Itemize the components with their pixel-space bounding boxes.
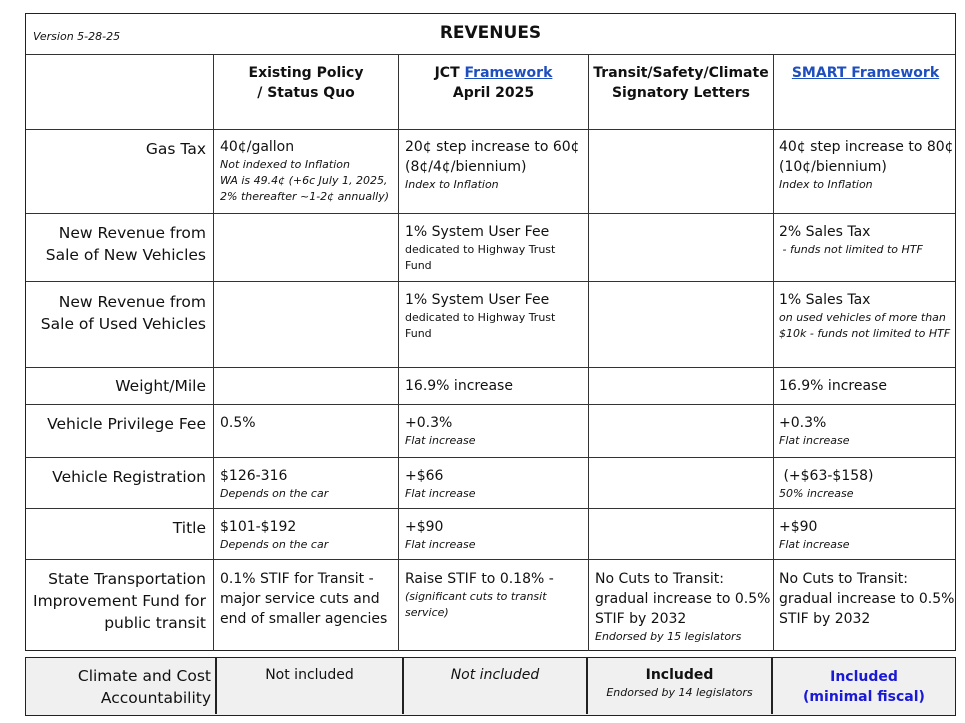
cell-note: Not indexed to Inflation	[220, 158, 350, 171]
cell-note: WA is 49.4¢ (+6c July 1, 2025,	[220, 174, 388, 187]
column-header-transit	[589, 63, 773, 103]
column-header-line: April 2025	[452, 85, 535, 101]
divider	[213, 54, 214, 651]
row-label-weight-mile: Weight/Mile	[115, 377, 206, 395]
divider	[26, 129, 955, 130]
cell-note: - funds not limited to HTF	[779, 243, 923, 256]
row-label-privilege-fee: Vehicle Privilege Fee	[47, 415, 206, 433]
gas-existing-cell	[220, 137, 389, 205]
cell-note: 50% increase	[779, 487, 854, 500]
cell-note: 2% thereafter ~1-2¢ annually)	[220, 190, 389, 203]
divider	[26, 559, 955, 560]
gas-jct-cell	[405, 137, 580, 193]
cell-value: No Cuts to Transit:	[779, 571, 908, 587]
newveh-jct-cell	[405, 222, 555, 274]
stif-transit-cell	[595, 569, 770, 645]
weight-jct-cell	[405, 376, 513, 396]
column-header-smart	[774, 63, 957, 83]
registration-smart-cell	[779, 466, 874, 502]
climate-jct-cell: Not included	[450, 667, 540, 683]
row-label-title: Title	[172, 519, 206, 537]
cell-value: gradual increase to 0.5%	[779, 591, 955, 607]
page-title: REVENUES	[439, 23, 542, 43]
row-label-line: Accountability	[100, 689, 211, 707]
cell-note: Depends on the car	[220, 538, 329, 551]
cell-value: 1% System User Fee	[405, 224, 550, 240]
column-header-line: / Status Quo	[257, 85, 355, 101]
cell-value: +$90	[779, 519, 818, 535]
cell-note: Depends on the car	[220, 487, 329, 500]
cell-value: No Cuts to Transit:	[595, 571, 724, 587]
divider	[26, 508, 955, 509]
gas-smart-cell	[779, 137, 954, 193]
cell-note: Index to Inflation	[405, 178, 499, 191]
cell-value: end of smaller agencies	[220, 611, 388, 627]
row-label-line: State Transportation	[48, 570, 206, 588]
revenues-table	[25, 13, 956, 651]
row-label-line: Sale of Used Vehicles	[40, 315, 206, 333]
column-header-line: Existing Policy	[248, 65, 364, 81]
stif-smart-cell	[779, 569, 954, 629]
registration-existing-cell	[220, 466, 328, 502]
cell-value: 0.5%	[220, 415, 256, 431]
cell-value: 20¢ step increase to 60¢	[405, 139, 580, 155]
cell-value: +$90	[405, 519, 444, 535]
cell-note: Flat increase	[779, 434, 850, 447]
title-smart-cell	[779, 517, 850, 553]
divider	[588, 54, 589, 651]
cell-value: 16.9% increase	[405, 378, 513, 394]
cell-value: Included	[645, 667, 714, 683]
divider	[26, 54, 955, 55]
cell-value: (8¢/4¢/biennium)	[405, 159, 527, 175]
cell-note: Fund	[405, 327, 432, 340]
cell-note: $10k - funds not limited to HTF	[779, 327, 951, 340]
cell-note: Index to Inflation	[779, 178, 873, 191]
cell-value: major service cuts and	[220, 591, 380, 607]
row-label-new-vehicles	[26, 222, 206, 266]
stif-jct-cell	[405, 569, 554, 621]
row-label-stif	[26, 568, 206, 634]
column-header-line: Signatory Letters	[611, 85, 751, 101]
cell-note: Flat increase	[779, 538, 850, 551]
registration-jct-cell	[405, 466, 476, 502]
jct-framework-link[interactable]: Framework	[464, 65, 553, 81]
smart-framework-link[interactable]: SMART Framework	[791, 65, 940, 81]
cell-value: Raise STIF to 0.18% -	[405, 571, 554, 587]
cell-note: dedicated to Highway Trust	[405, 243, 556, 256]
climate-transit-cell	[588, 667, 771, 723]
cell-value: 1% Sales Tax	[779, 292, 871, 308]
column-header-jct	[399, 63, 588, 103]
climate-accountability-row	[25, 657, 956, 716]
cell-value: (+$63-$158)	[779, 468, 874, 484]
usedveh-jct-cell	[405, 290, 555, 342]
cell-note: Flat increase	[405, 487, 476, 500]
cell-value: 2% Sales Tax	[779, 224, 871, 240]
row-label-line: Climate and Cost	[77, 667, 211, 685]
cell-note: Flat increase	[405, 434, 476, 447]
cell-value: 0.1% STIF for Transit -	[220, 571, 374, 587]
cell-value: 40¢/gallon	[220, 139, 295, 155]
stif-existing-cell	[220, 569, 387, 629]
weight-smart-cell	[779, 376, 887, 396]
cell-value: STIF by 2032	[595, 611, 687, 627]
divider	[26, 213, 955, 214]
cell-note: service)	[405, 606, 449, 619]
cell-value: (10¢/biennium)	[779, 159, 887, 175]
version-label: Version 5-28-25	[33, 30, 121, 43]
row-label-line: New Revenue from	[58, 224, 206, 242]
row-label-climate	[26, 665, 211, 721]
privilege-smart-cell	[779, 413, 850, 449]
row-label-registration: Vehicle Registration	[52, 468, 206, 486]
cell-value: (minimal fiscal)	[803, 689, 925, 705]
column-header-line	[399, 63, 588, 83]
divider	[398, 54, 399, 651]
cell-value: $126-316	[220, 468, 288, 484]
cell-note: (significant cuts to transit	[405, 590, 547, 603]
cell-note: Flat increase	[405, 538, 476, 551]
cell-value: gradual increase to 0.5%	[595, 591, 771, 607]
divider	[26, 457, 955, 458]
row-label-line: Sale of New Vehicles	[45, 246, 206, 264]
cell-note: dedicated to Highway Trust	[405, 311, 556, 324]
cell-value: 40¢ step increase to 80¢	[779, 139, 954, 155]
row-label-line: New Revenue from	[58, 293, 206, 311]
cell-note: Fund	[405, 259, 432, 272]
cell-value: +0.3%	[779, 415, 827, 431]
column-header-existing	[214, 63, 398, 103]
divider	[26, 281, 955, 282]
privilege-jct-cell	[405, 413, 476, 449]
cell-value: +$66	[405, 468, 444, 484]
cell-note: on used vehicles of more than	[779, 311, 946, 324]
row-label-used-vehicles	[26, 291, 206, 335]
cell-note: Endorsed by 14 legislators	[606, 686, 753, 699]
climate-existing-cell: Not included	[265, 667, 354, 683]
cell-value: 1% System User Fee	[405, 292, 550, 308]
privilege-existing-cell	[220, 413, 256, 433]
cell-value: $101-$192	[220, 519, 297, 535]
cell-value: +0.3%	[405, 415, 453, 431]
row-label-line: public transit	[104, 614, 206, 632]
title-jct-cell	[405, 517, 476, 553]
column-header-line: Transit/Safety/Climate	[593, 65, 769, 81]
cell-value: Included	[830, 669, 898, 685]
title-existing-cell	[220, 517, 328, 553]
divider	[773, 54, 774, 651]
divider	[26, 367, 955, 368]
newveh-smart-cell	[779, 222, 923, 258]
usedveh-smart-cell	[779, 290, 950, 342]
row-label-gas-tax: Gas Tax	[145, 140, 206, 158]
cell-value: 16.9% increase	[779, 378, 887, 394]
cell-note: Endorsed by 15 legislators	[595, 630, 742, 643]
divider	[26, 404, 955, 405]
row-label-line: Improvement Fund for	[33, 592, 206, 610]
column-header-prefix: JCT	[434, 65, 465, 81]
cell-value: STIF by 2032	[779, 611, 871, 627]
climate-smart-cell	[773, 667, 955, 723]
